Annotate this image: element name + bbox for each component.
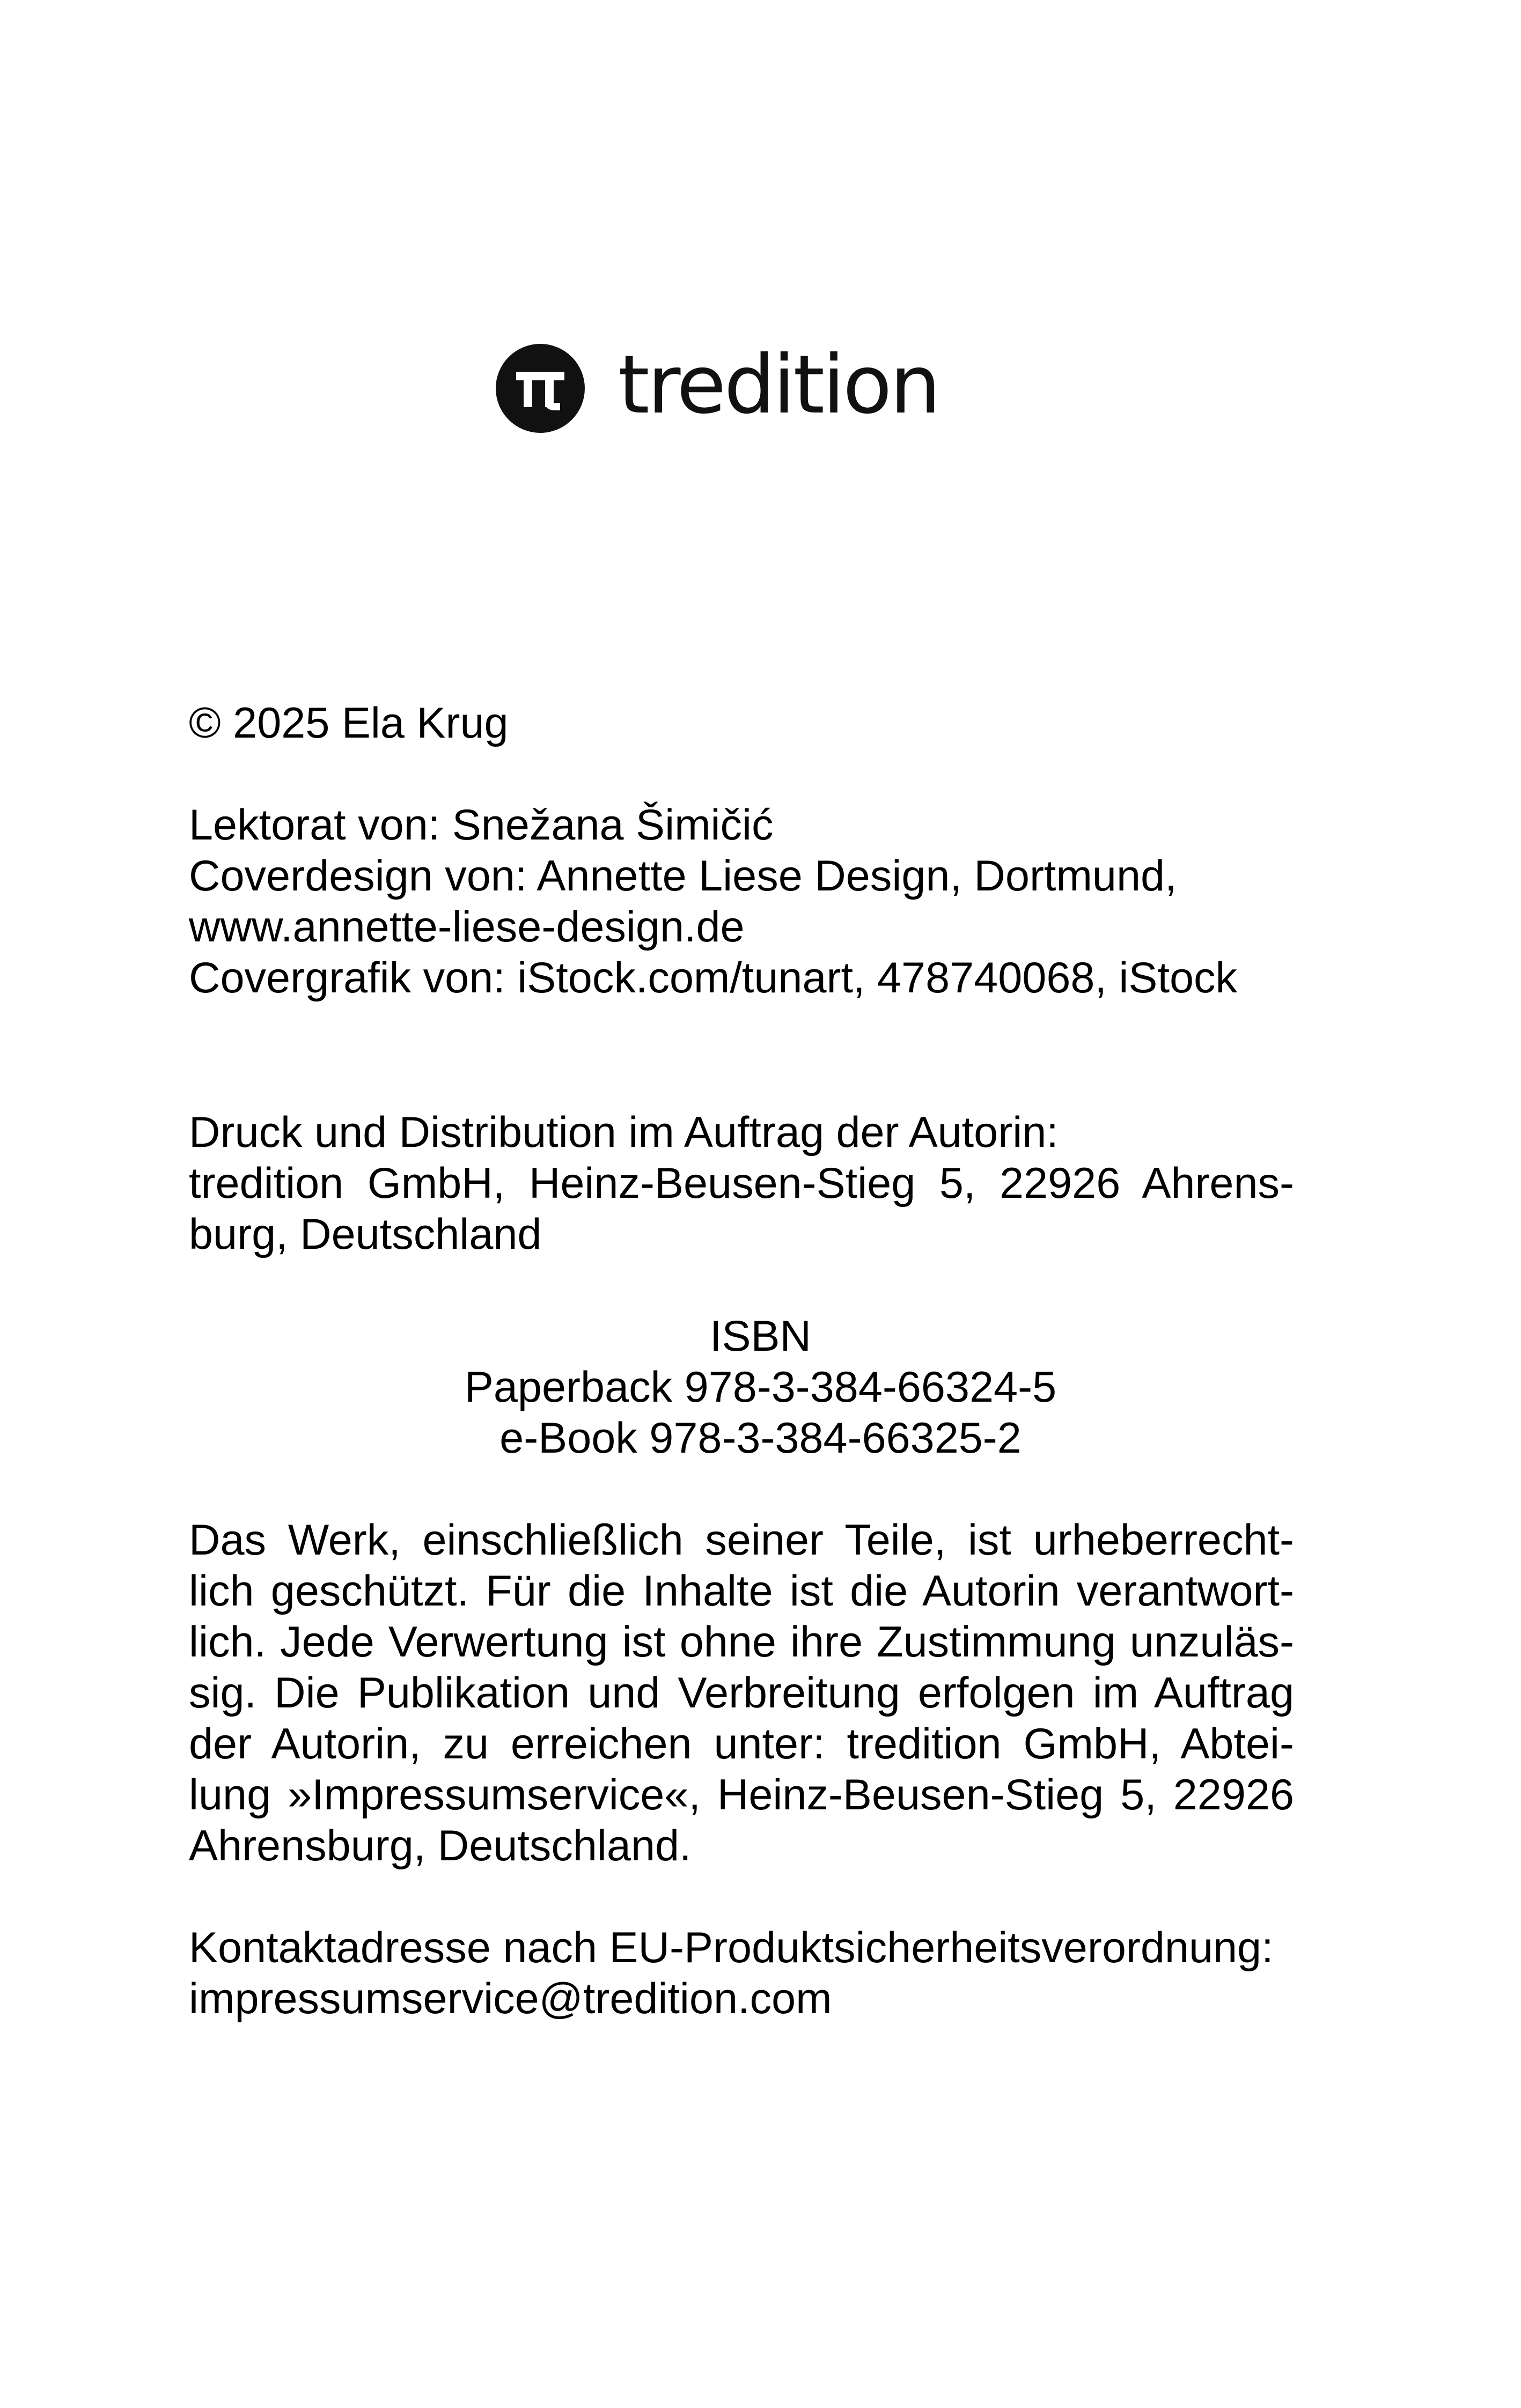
legal-line-7: Ahrensburg, Deutschland. (189, 1822, 692, 1870)
legal-line-6: lung »Impressumservice«, Heinz-Beusen-Stieg 5, 22926 (189, 1771, 1294, 1819)
credit-covergraphic: Covergrafik von: iStock.com/tunart, 478740068, iStock (189, 954, 1238, 1002)
credit-editor: Lektorat von: Snežana Šimičić (189, 801, 774, 849)
credit-coverdesign: Coverdesign von: Annette Liese Design, Dortmund, (189, 852, 1177, 900)
printing-line-1: Druck und Distribution im Auftrag der Autorin: (189, 1108, 1059, 1157)
contact-email: impressumservice@tredition.com (189, 1975, 832, 2023)
printing-line-2: tredition GmbH, Heinz-Beusen-Stieg 5, 22926 Ahrens- (189, 1159, 1294, 1207)
tredition-logo-icon (496, 344, 585, 433)
legal-line-5: der Autorin, zu erreichen unter: tredition GmbH, Abtei- (189, 1720, 1294, 1768)
credit-coverdesign-url: www.annette-liese-design.de (189, 903, 745, 951)
isbn-heading: ISBN (709, 1312, 812, 1360)
isbn-paperback: Paperback 978-3-384-66324-5 (464, 1363, 1057, 1411)
legal-line-3: lich. Jede Verwertung ist ohne ihre Zustimmung unzuläs- (189, 1618, 1294, 1666)
logo-wordmark: tredition (618, 338, 939, 432)
copyright-line: © 2025 Ela Krug (189, 699, 509, 747)
legal-line-4: sig. Die Publikation und Verbreitung erfolgen im Auftrag (189, 1669, 1294, 1717)
legal-line-1: Das Werk, einschließlich seiner Teile, ist urheberrecht- (189, 1516, 1294, 1564)
printing-line-3: burg, Deutschland (189, 1210, 542, 1258)
contact-heading: Kontaktadresse nach EU-Produktsicherheitsverordnung: (189, 1924, 1274, 1972)
publisher-logo (496, 338, 939, 436)
legal-line-2: lich geschützt. Für die Inhalte ist die Autorin verantwort- (189, 1567, 1294, 1615)
isbn-ebook: e-Book 978-3-384-66325-2 (499, 1414, 1022, 1462)
